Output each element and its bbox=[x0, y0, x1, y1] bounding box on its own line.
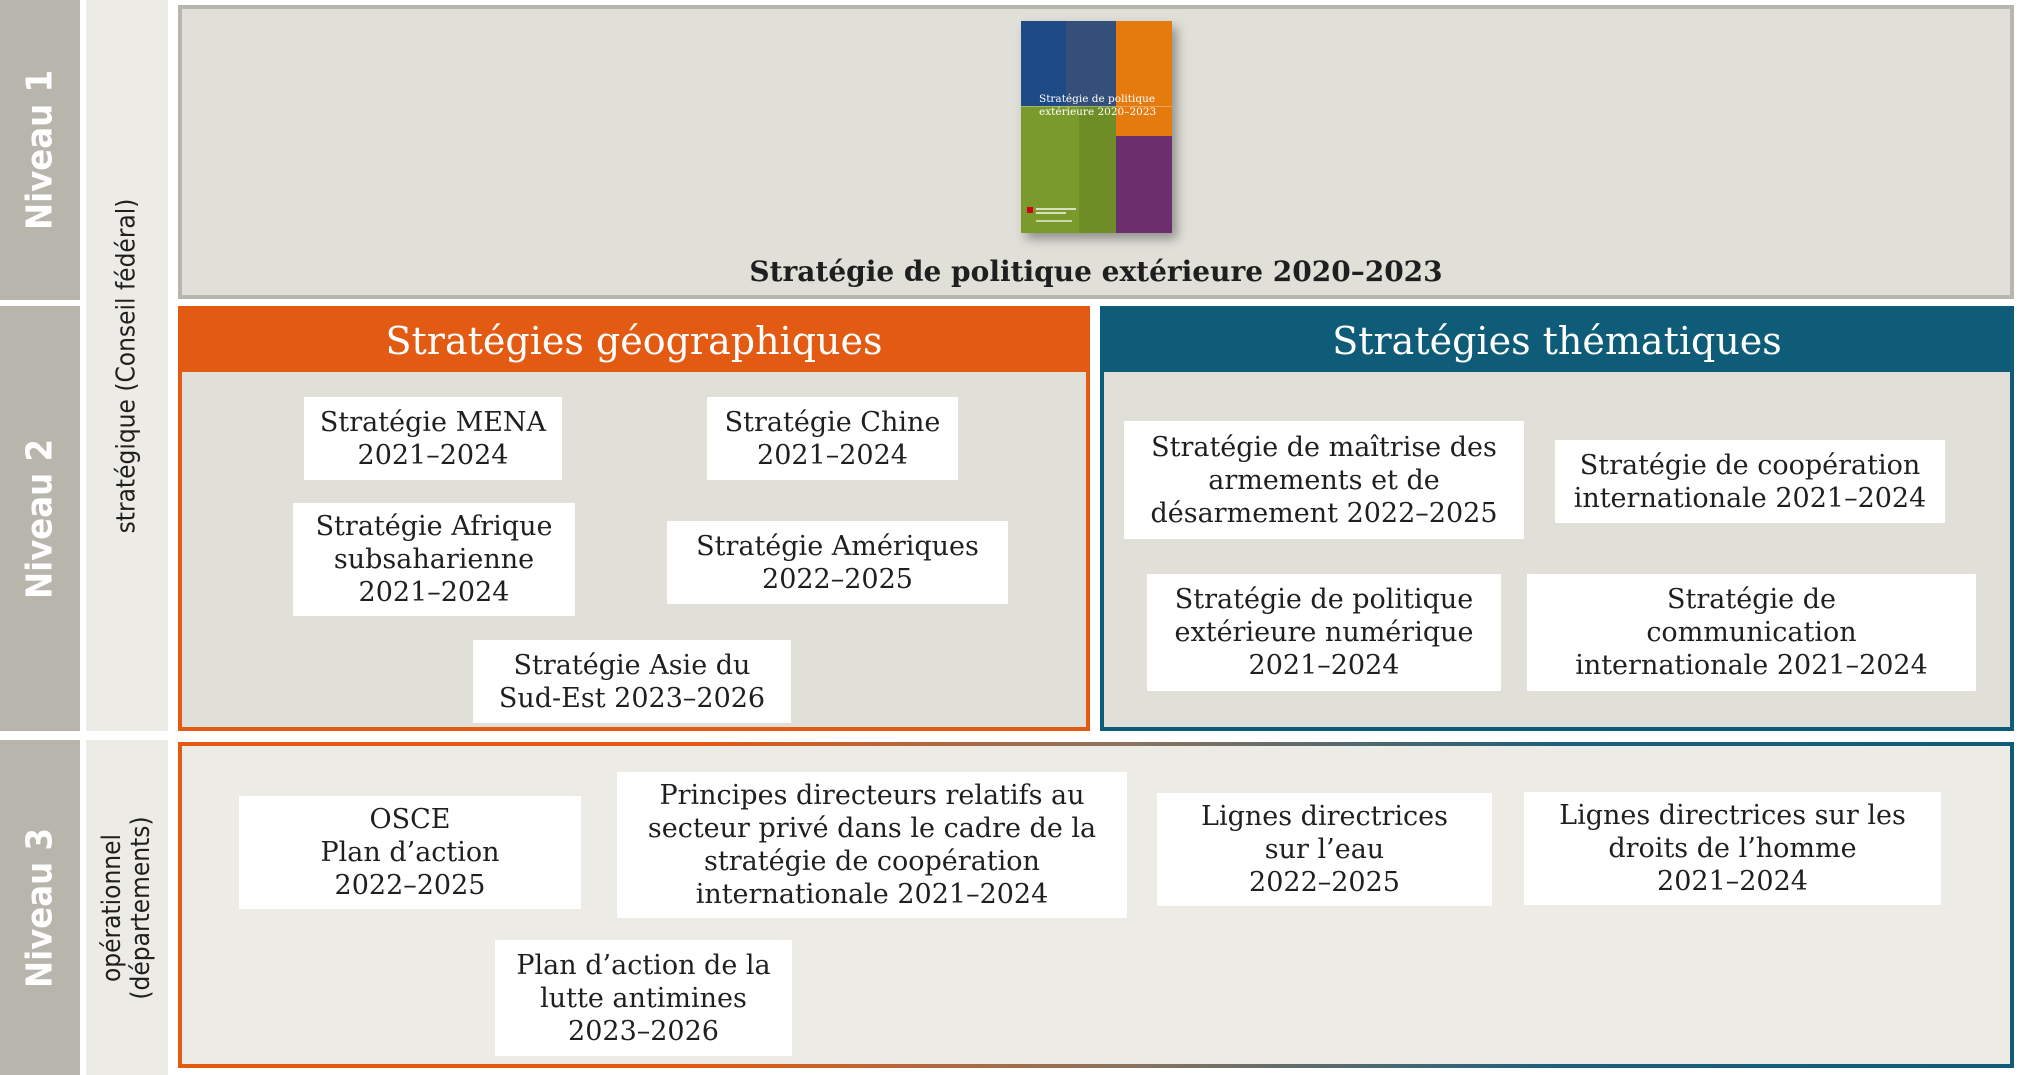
level-2-label: Niveau 2 bbox=[19, 438, 61, 599]
operational-panel bbox=[178, 742, 2014, 1068]
strategy-card-africa: Stratégie Afrique subsaharienne 2021–2024 bbox=[293, 503, 575, 616]
level-1-label: Niveau 1 bbox=[19, 70, 61, 230]
water-guidelines-card: Lignes directrices sur l’eau 2022–2025 bbox=[1157, 793, 1492, 906]
level-3-label: Niveau 3 bbox=[19, 827, 61, 988]
strategy-cover-image bbox=[1021, 21, 1172, 233]
operational-label: opérationnel (départements) bbox=[97, 815, 156, 1000]
strategy-card-international-cooperation: Stratégie de coopération internationale 2021–2024 bbox=[1555, 440, 1945, 523]
human-rights-guidelines-card: Lignes directrices sur les droits de l’homme 2021–2024 bbox=[1524, 792, 1941, 905]
strategy-card-southeast-asia: Stratégie Asie du Sud-Est 2023–2026 bbox=[473, 640, 791, 723]
strategy-card-arms-control: Stratégie de maîtrise des armements et de désarmement 2022–2025 bbox=[1124, 421, 1524, 539]
strategy-card-digital-foreign-policy: Stratégie de politique extérieure numérique 2021–2024 bbox=[1147, 574, 1501, 691]
thematic-strategies-panel bbox=[1100, 306, 2014, 731]
cover-title: Stratégie de politique extérieure 2020–2023 bbox=[1039, 93, 1157, 118]
geographic-strategies-panel bbox=[178, 306, 1090, 731]
strategy-card-americas: Stratégie Amériques 2022–2025 bbox=[667, 521, 1008, 604]
level-3-strip bbox=[0, 740, 80, 1075]
strategy-card-international-communication: Stratégie de communication internationale 2021–2024 bbox=[1527, 574, 1976, 691]
level-1-strip bbox=[0, 0, 80, 300]
foreign-policy-strategy-title: Stratégie de politique extérieure 2020–2023 bbox=[749, 255, 1443, 288]
geographic-strategies-header: Stratégies géographiques bbox=[182, 310, 1086, 372]
level-1-panel bbox=[178, 5, 2014, 299]
strategic-strip bbox=[86, 0, 168, 731]
osce-action-plan-card: OSCE Plan d’action 2022–2025 bbox=[239, 796, 581, 909]
private-sector-guidelines-card: Principes directeurs relatifs au secteur privé dans le cadre de la stratégie de coopération internationale 2021–2024 bbox=[617, 772, 1127, 918]
strategy-card-mena: Stratégie MENA 2021–2024 bbox=[304, 397, 562, 480]
level-2-strip bbox=[0, 306, 80, 731]
operational-strip bbox=[86, 740, 168, 1075]
strategic-label: stratégique (Conseil fédéral) bbox=[111, 198, 142, 533]
thematic-strategies-header: Stratégies thématiques bbox=[1104, 310, 2010, 372]
cover-artwork bbox=[1021, 21, 1172, 233]
strategy-card-china: Stratégie Chine 2021–2024 bbox=[707, 397, 958, 480]
mine-action-plan-card: Plan d’action de la lutte antimines 2023–2026 bbox=[495, 940, 792, 1056]
